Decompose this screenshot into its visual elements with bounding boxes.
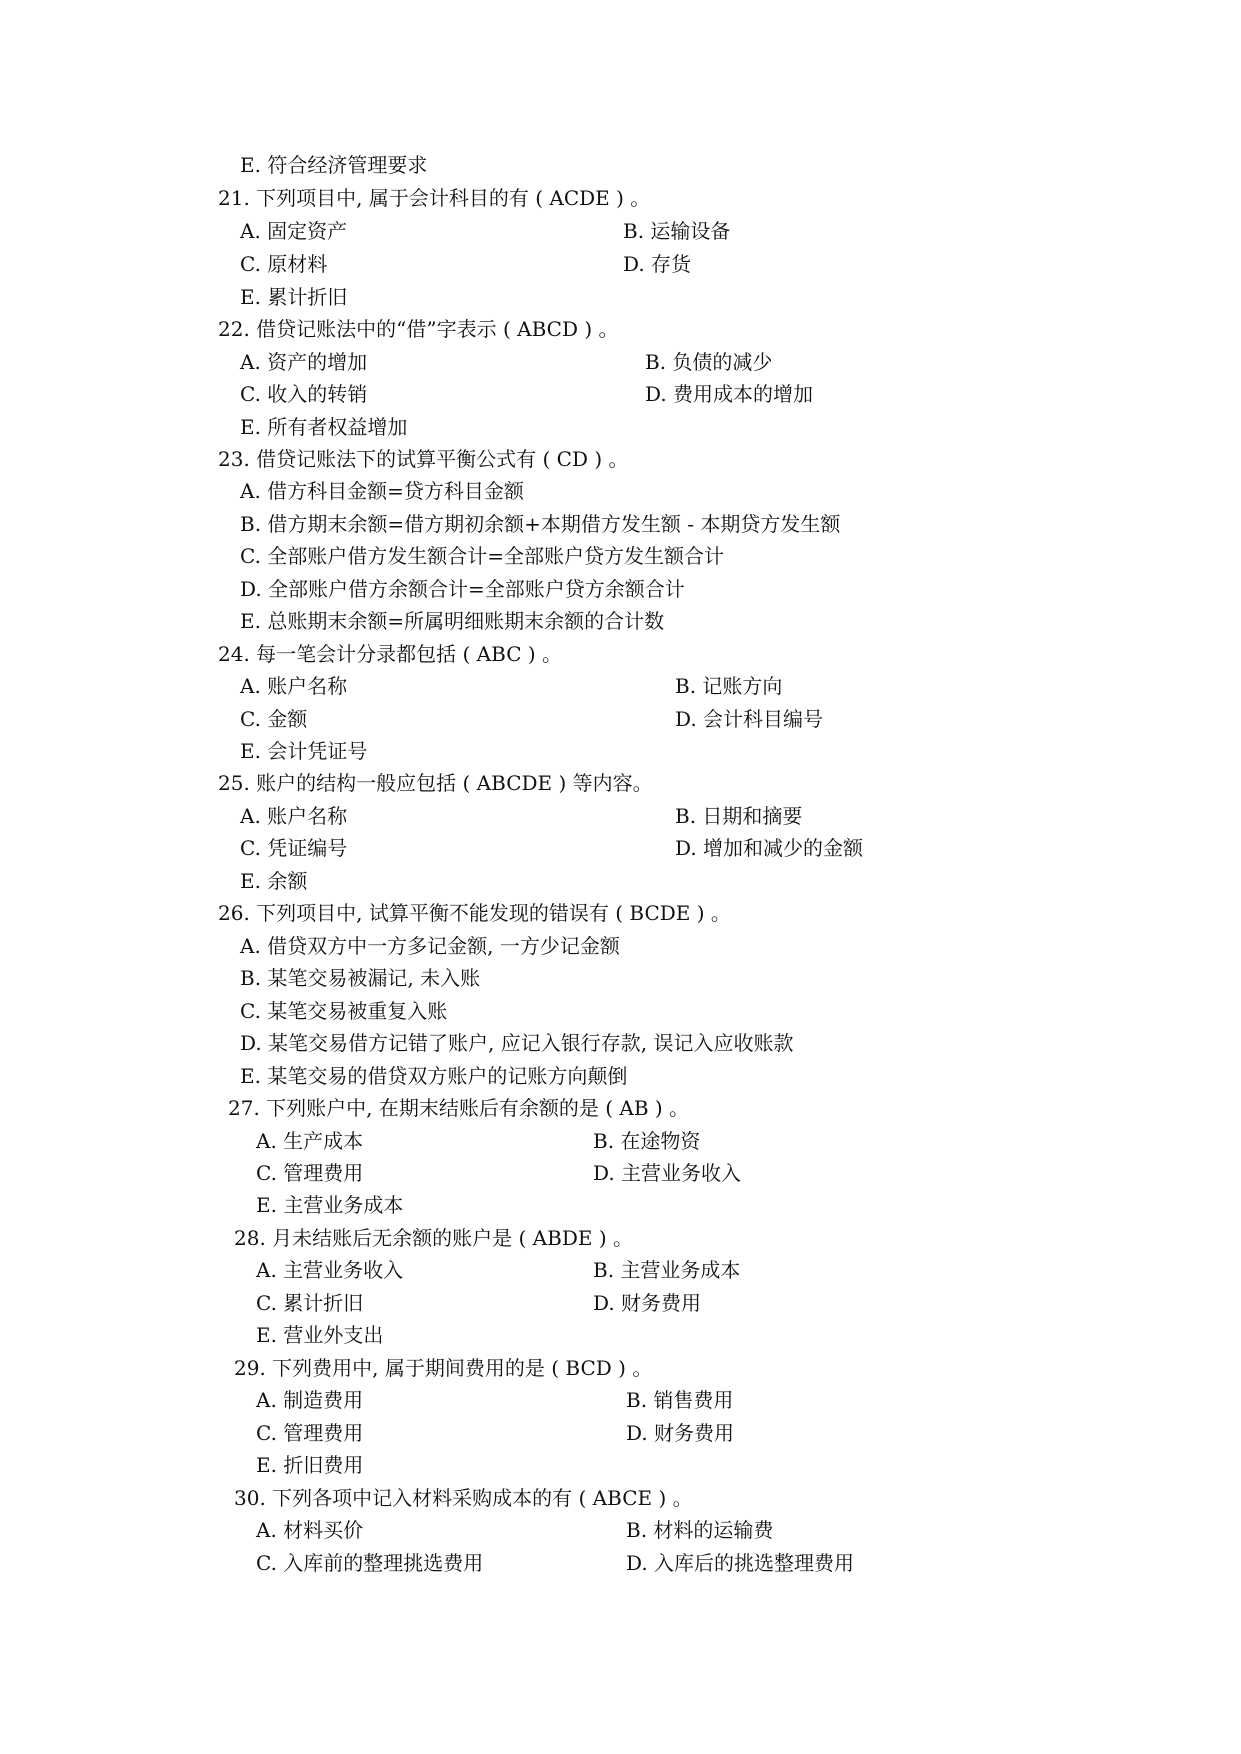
option-line: A. 主营业务收入: [256, 1258, 404, 1282]
option-line: B. 日期和摘要: [675, 804, 803, 828]
option-line: B. 借方期末余额=借方期初余额+本期借方发生额 - 本期贷方发生额: [240, 512, 841, 536]
option-line: C. 某笔交易被重复入账: [240, 999, 448, 1023]
option-line: E. 某笔交易的借贷双方账户的记账方向颠倒: [240, 1064, 628, 1088]
question-line: 30. 下列各项中记入材料采购成本的有 ( ABCE ) 。: [234, 1486, 693, 1510]
option-line: E. 营业外支出: [256, 1323, 384, 1347]
option-line: A. 账户名称: [240, 804, 348, 828]
option-line: A. 材料买价: [256, 1518, 364, 1542]
option-line: B. 主营业务成本: [593, 1258, 741, 1282]
option-line: B. 在途物资: [593, 1129, 701, 1153]
option-line: B. 记账方向: [675, 674, 783, 698]
question-line: 21. 下列项目中, 属于会计科目的有 ( ACDE ) 。: [218, 186, 651, 210]
option-line: B. 负债的减少: [645, 350, 773, 374]
option-line: B. 销售费用: [626, 1388, 734, 1412]
option-line: E. 总账期末余额=所属明细账期末余额的合计数: [240, 609, 665, 633]
question-line: 26. 下列项目中, 试算平衡不能发现的错误有 ( BCDE ) 。: [218, 901, 731, 925]
question-line: 27. 下列账户中, 在期末结账后有余额的是 ( AB ) 。: [228, 1096, 690, 1120]
option-line: C. 全部账户借方发生额合计=全部账户贷方发生额合计: [240, 544, 725, 568]
option-line: E. 余额: [240, 869, 308, 893]
option-line: E. 会计凭证号: [240, 739, 368, 763]
option-line: B. 运输设备: [623, 219, 731, 243]
option-line: B. 材料的运输费: [626, 1518, 774, 1542]
question-line: 25. 账户的结构一般应包括 ( ABCDE ) 等内容。: [218, 771, 653, 795]
option-line: E. 所有者权益增加: [240, 415, 408, 439]
option-line: C. 入库前的整理挑选费用: [256, 1551, 484, 1575]
option-line: E. 累计折旧: [240, 285, 348, 309]
option-line: D. 主营业务收入: [593, 1161, 742, 1185]
option-line: C. 累计折旧: [256, 1291, 364, 1315]
question-line: 24. 每一笔会计分录都包括 ( ABC ) 。: [218, 642, 563, 666]
option-line: E. 主营业务成本: [256, 1193, 404, 1217]
option-line: D. 增加和减少的金额: [675, 836, 864, 860]
question-line: 22. 借贷记账法中的“借”字表示 ( ABCD ) 。: [218, 317, 619, 341]
option-line: A. 账户名称: [240, 674, 348, 698]
option-line: D. 费用成本的增加: [645, 382, 814, 406]
option-line: D. 会计科目编号: [675, 707, 824, 731]
option-line: E. 折旧费用: [256, 1453, 364, 1477]
option-line: A. 资产的增加: [240, 350, 368, 374]
option-line: C. 管理费用: [256, 1161, 364, 1185]
option-line: C. 原材料: [240, 252, 328, 276]
option-line: C. 凭证编号: [240, 836, 348, 860]
question-line: 29. 下列费用中, 属于期间费用的是 ( BCD ) 。: [234, 1356, 653, 1380]
option-line: A. 借方科目金额=贷方科目金额: [240, 479, 524, 503]
option-line: C. 管理费用: [256, 1421, 364, 1445]
option-line: C. 收入的转销: [240, 382, 368, 406]
option-line: D. 存货: [623, 252, 692, 276]
option-line: E. 符合经济管理要求: [240, 153, 428, 177]
option-line: A. 制造费用: [256, 1388, 364, 1412]
option-line: D. 财务费用: [593, 1291, 702, 1315]
option-line: B. 某笔交易被漏记, 未入账: [240, 966, 481, 990]
option-line: D. 入库后的挑选整理费用: [626, 1551, 855, 1575]
option-line: C. 金额: [240, 707, 308, 731]
option-line: A. 借贷双方中一方多记金额, 一方少记金额: [240, 934, 620, 958]
option-line: D. 全部账户借方余额合计=全部账户贷方余额合计: [240, 577, 685, 601]
question-line: 23. 借贷记账法下的试算平衡公式有 ( CD ) 。: [218, 447, 629, 471]
option-line: D. 财务费用: [626, 1421, 735, 1445]
question-line: 28. 月未结账后无余额的账户是 ( ABDE ) 。: [234, 1226, 633, 1250]
option-line: A. 生产成本: [256, 1129, 364, 1153]
option-line: A. 固定资产: [240, 219, 348, 243]
option-line: D. 某笔交易借方记错了账户, 应记入银行存款, 误记入应收账款: [240, 1031, 794, 1055]
